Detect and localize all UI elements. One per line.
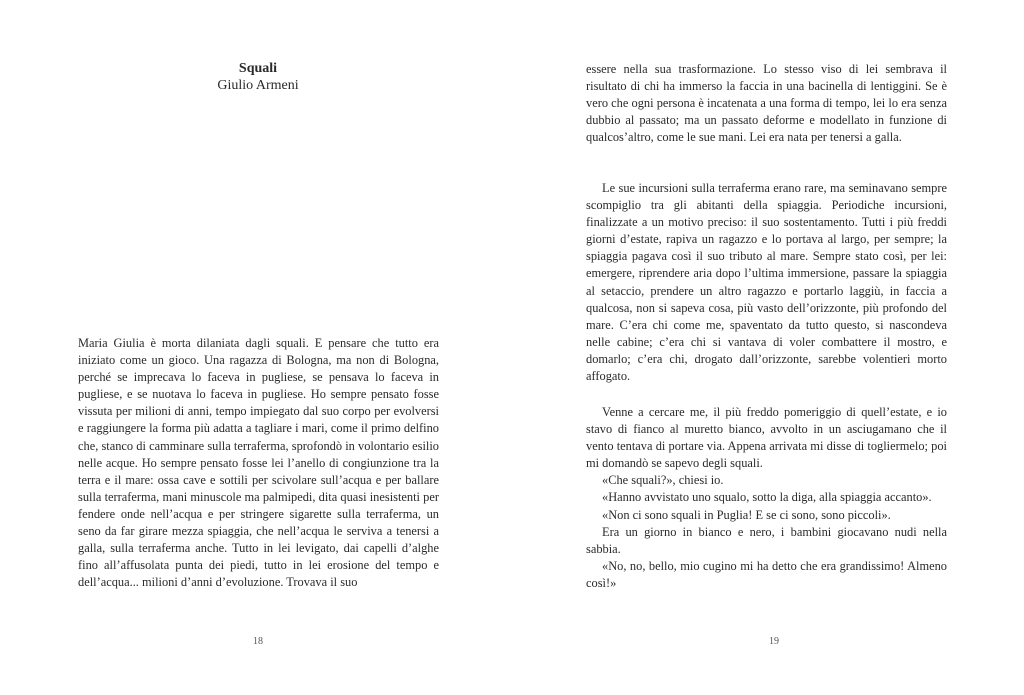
right-dialogue-block [586, 404, 947, 592]
left-body-paragraph: Maria Giulia è morta dilaniata dagli squali. E pensare che tutto era iniziato come un gioco. Una ragazza di Bologna, ma non di Bologna, perché se imprecava lo faceva in pugliese, se pensava lo faceva in pugliese, e se nuotava lo faceva in pugliese. Ho sempre pensato fosse vissuta per milioni di anni, tempo impiegato dal suo corpo per evolversi e raggiungere la forma più adatta a tagliare i mari, come il primo delfino che, stanco di camminare sulla terraferma, sprofondò in volontario esilio nelle acque. Ho sempre pensato fosse lei l’anello di congiunzione tra la terra e il mare: ossa cave e sottili per scivolare sull’acqua e per ballare sulla terraferma, mani minuscole ma palmipedi, dita quasi inesistenti per fendere onde nell’acqua e per stringere sigarette sulla terraferma, un seno da far girare mezza spiaggia, che nell’acqua le serviva a tenersi a galla, sulla terraferma anche. Tutto in lei levigato, dai capelli d’alghe fino all’affusolata punta dei piedi, tutto in lei erosione del tempo e dell’acqua... milioni d’anni d’evoluzione. Trovava il suo [78, 336, 439, 590]
story-title: Squali [238, 61, 278, 76]
right-paragraph-3: Venne a cercare me, il più freddo pomeriggio di quell’estate, e io stavo di fianco al muretto bianco, avvolto in un asciugamano che il vento tentava di portare via. Appena arrivata mi disse di togliermelo; poi mi domandò se sapevo degli squali. [586, 405, 947, 471]
right-paragraph-2: Le sue incursioni sulla terraferma erano rare, ma seminavano sempre scompiglio tra gli abitanti della spiaggia. Periodiche incursioni, finalizzate a un motivo preciso: il suo sostentamento. Tutti i più freddi giorni d’estate, rapiva un ragazzo e lo portava al largo, per sempre; la spiaggia pagava così il suo tributo al mare. Sempre stato così, per lei: emergere, riprendere aria dopo l’ultima immersione, passare la spiaggia al setaccio, prendere un altro ragazzo e portarlo laggiù, in faccia a qualcosa, non si sapeva cosa, più vasto dell’orizzonte, più profondo del mare. C’era chi come me, spaventato da tutto questo, si nascondeva nelle cabine; c’era chi si vantava di voler combattere il mostro, e domarlo; c’era chi, drogato dall’orizzonte, sarebbe volentieri morto affogato. [586, 181, 947, 384]
right-paragraph-7: Era un giorno in bianco e nero, i bambini giocavano nudi nella sabbia. [586, 524, 947, 556]
right-paragraph-6: «Non ci sono squali in Puglia! E se ci sono, sono piccoli». [602, 507, 891, 522]
right-paragraph-8: «No, no, bello, mio cugino mi ha detto che era grandissimo! Almeno così!» [586, 558, 947, 590]
right-paragraph-5: «Hanno avvistato uno squalo, sotto la diga, alla spiaggia accanto». [602, 490, 932, 505]
right-page [512, 0, 1024, 695]
right-paragraph-1: essere nella sua trasformazione. Lo stesso viso di lei sembrava il risultato di chi ha immerso la faccia in una bacinella di lentiggini. Se è vero che ogni persona è incatenata a una forma di tempo, lei lo era senza dubbio al passato; ma un passato deforme e modellato in funzione di qualcos’altro, come le sue mani. Lei era nata per tenersi a galla. [586, 62, 947, 145]
page-number-left: 18 [253, 636, 263, 647]
page-number-right: 19 [769, 636, 779, 647]
story-author: Giulio Armeni [217, 78, 299, 93]
right-paragraph-4: «Che squali?», chiesi io. [602, 473, 724, 488]
